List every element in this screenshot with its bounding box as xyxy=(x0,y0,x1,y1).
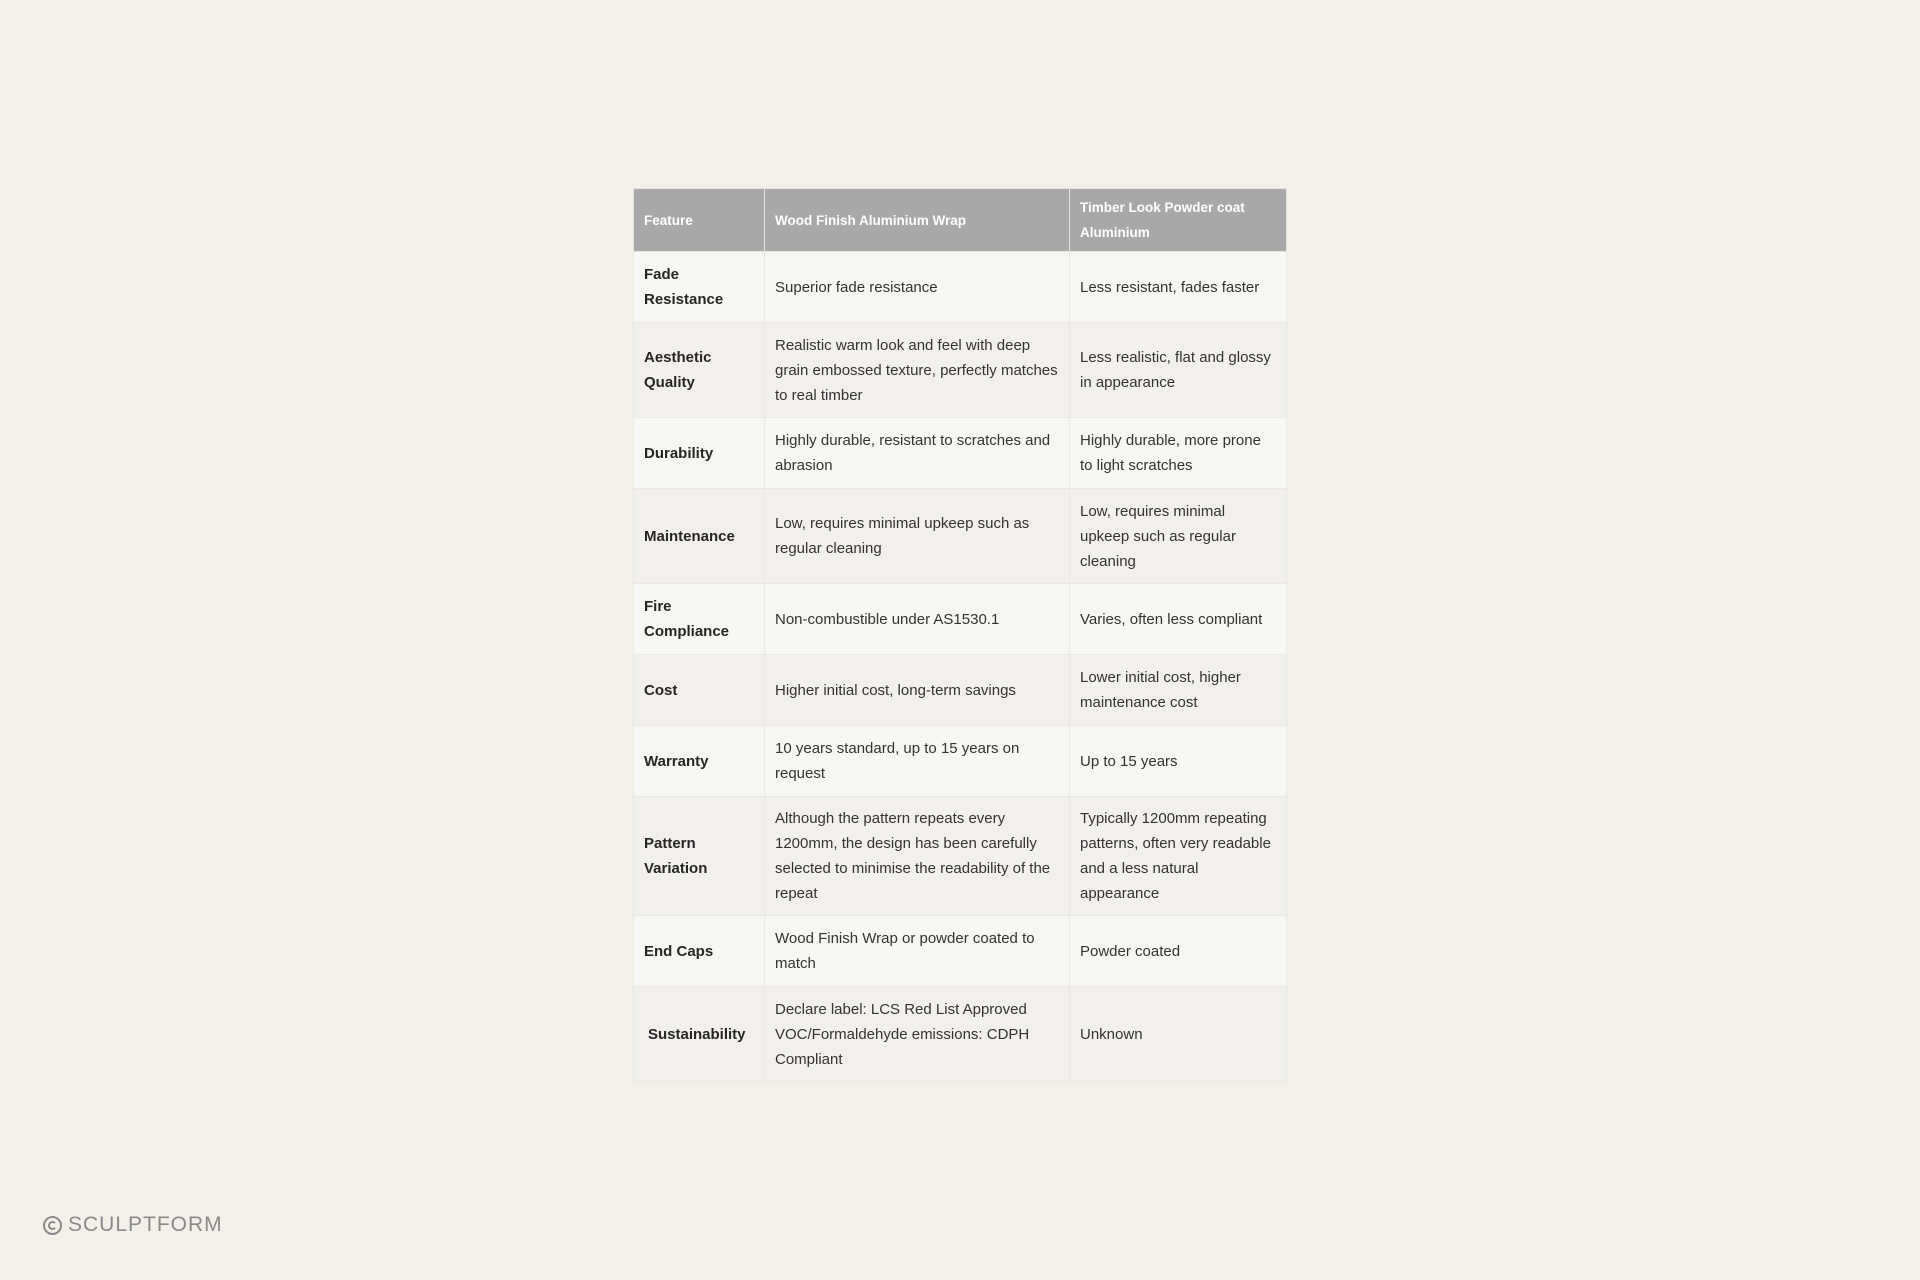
column-header-feature: Feature xyxy=(634,189,765,252)
table-row xyxy=(634,655,1287,726)
row-wrap-value: Non-combustible under AS1530.1 xyxy=(765,584,1070,655)
table-row xyxy=(634,916,1287,987)
table-row xyxy=(634,726,1287,797)
row-wrap-value: Wood Finish Wrap or powder coated to match xyxy=(765,916,1070,987)
row-wrap-value: Low, requires minimal upkeep such as regular cleaning xyxy=(765,489,1070,584)
row-feature-label: Fade Resistance xyxy=(634,252,765,323)
row-wrap-value: Higher initial cost, long-term savings xyxy=(765,655,1070,726)
row-powder-value: Typically 1200mm repeating patterns, often very readable and a less natural appearance xyxy=(1070,797,1287,916)
row-wrap-value: Realistic warm look and feel with deep grain embossed texture, perfectly matches to real timber xyxy=(765,323,1070,418)
table-row xyxy=(634,489,1287,584)
row-powder-value: Low, requires minimal upkeep such as regular cleaning xyxy=(1070,489,1287,584)
row-wrap-value: Superior fade resistance xyxy=(765,252,1070,323)
table-row xyxy=(634,987,1287,1082)
row-powder-value: Varies, often less compliant xyxy=(1070,584,1287,655)
row-powder-value: Highly durable, more prone to light scratches xyxy=(1070,418,1287,489)
sculptform-watermark xyxy=(43,1213,223,1237)
row-feature-label: Maintenance xyxy=(634,489,765,584)
row-powder-value: Less realistic, flat and glossy in appearance xyxy=(1070,323,1287,418)
row-wrap-value: Although the pattern repeats every 1200mm, the design has been carefully selected to minimise the readability of the repeat xyxy=(765,797,1070,916)
watermark-text: SCULPTFORM xyxy=(68,1213,223,1236)
copyright-icon xyxy=(43,1216,62,1235)
comparison-table xyxy=(633,188,1287,1082)
comparison-table-container xyxy=(633,188,1286,1082)
row-powder-value: Powder coated xyxy=(1070,916,1287,987)
row-powder-value: Lower initial cost, higher maintenance cost xyxy=(1070,655,1287,726)
row-feature-label: Cost xyxy=(634,655,765,726)
row-powder-value: Unknown xyxy=(1070,987,1287,1082)
table-header-row xyxy=(634,189,1287,252)
table-row xyxy=(634,323,1287,418)
row-feature-label: Pattern Variation xyxy=(634,797,765,916)
table-row xyxy=(634,797,1287,916)
table-row xyxy=(634,418,1287,489)
row-powder-value: Less resistant, fades faster xyxy=(1070,252,1287,323)
row-feature-label: Durability xyxy=(634,418,765,489)
row-powder-value: Up to 15 years xyxy=(1070,726,1287,797)
table-row xyxy=(634,584,1287,655)
row-wrap-value: Declare label: LCS Red List Approved VOC/Formaldehyde emissions: CDPH Compliant xyxy=(765,987,1070,1082)
column-header-powder-coat: Timber Look Powder coat Aluminium xyxy=(1070,189,1287,252)
row-wrap-value: Highly durable, resistant to scratches and abrasion xyxy=(765,418,1070,489)
row-feature-label: Aesthetic Quality xyxy=(634,323,765,418)
column-header-wood-finish-wrap: Wood Finish Aluminium Wrap xyxy=(765,189,1070,252)
row-feature-label: Warranty xyxy=(634,726,765,797)
row-feature-label: Sustainability xyxy=(634,987,765,1082)
row-feature-label: Fire Compliance xyxy=(634,584,765,655)
row-wrap-value: 10 years standard, up to 15 years on request xyxy=(765,726,1070,797)
table-row xyxy=(634,252,1287,323)
row-feature-label: End Caps xyxy=(634,916,765,987)
